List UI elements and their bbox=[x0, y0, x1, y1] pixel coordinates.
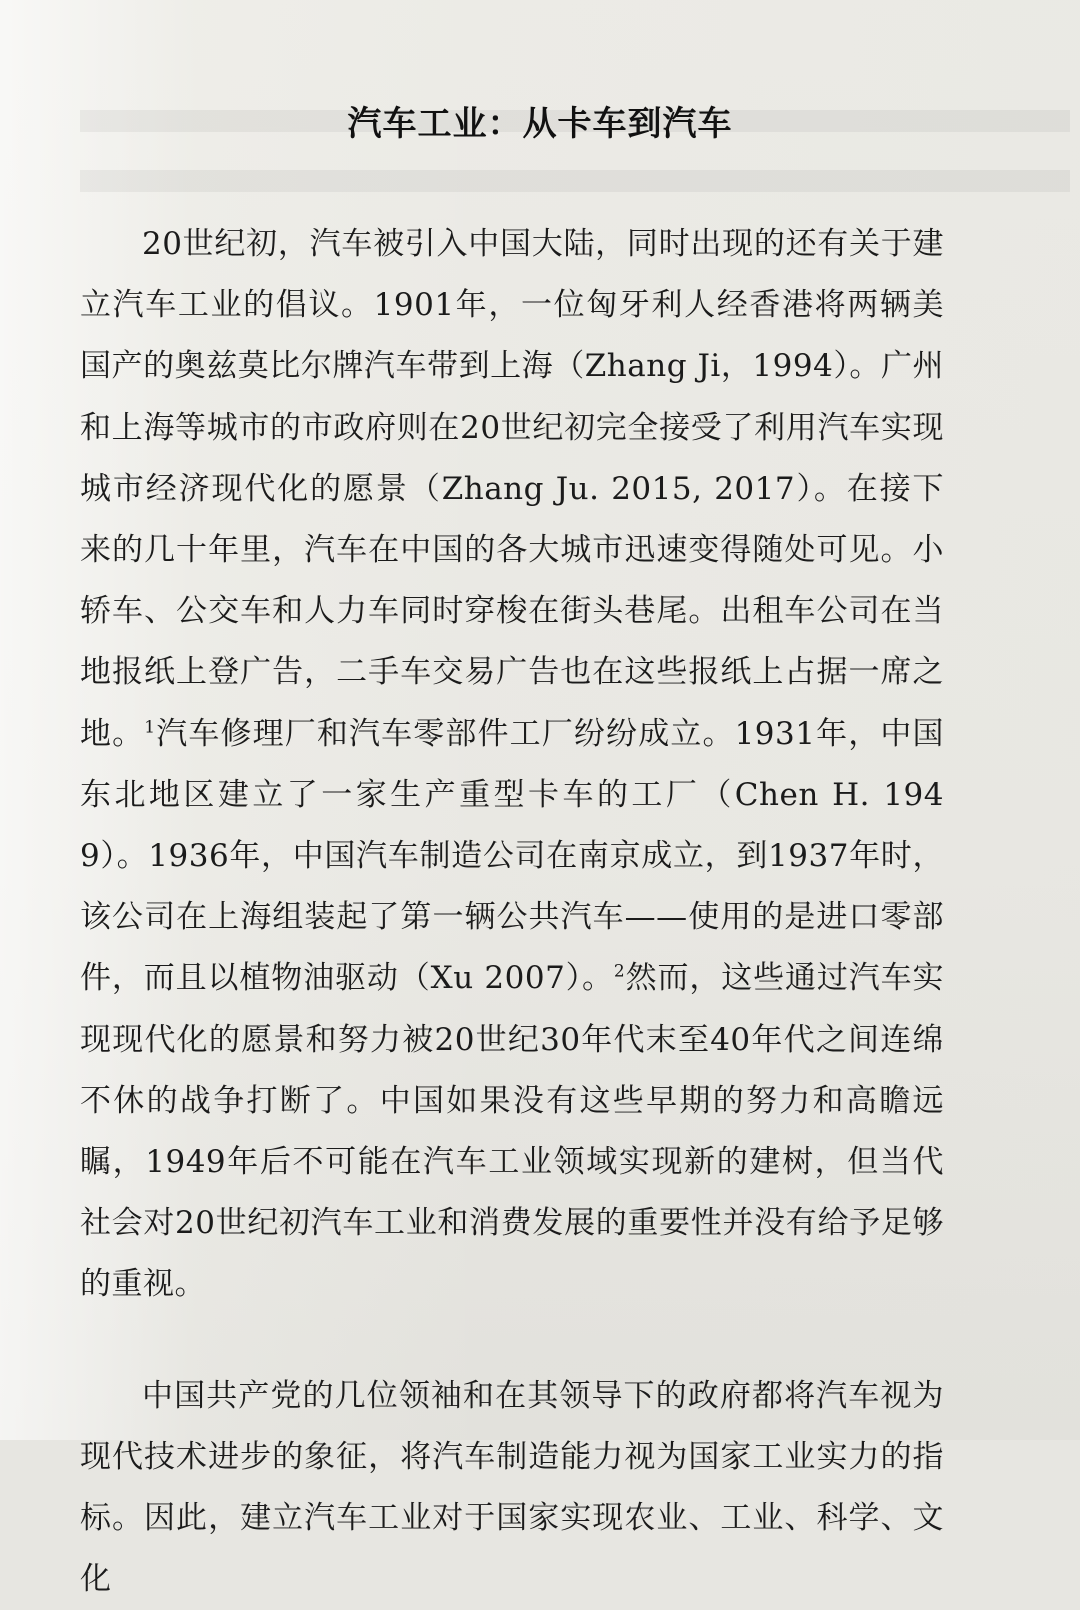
paragraph-2: 中国共产党的几位领袖和在其领导下的政府都将汽车视为现代技术进步的象征，将汽车制造能力视为国家工业实力的指标。因此，建立汽车工业对于国家实现农业、工业、科学、文化 bbox=[80, 1377, 944, 1598]
paragraph-1-part-2: 汽车修理厂和汽车零部件工厂纷纷成立。1931年，中国东北地区建立了一家生产重型卡车的工厂（Chen H. 1949）。1936年，中国汽车制造公司在南京成立，到1937年时，该公司在上海组装起了第一辆公共汽车——使用的是进口零部件，而且以植物油驱动（Xu 2007）。 bbox=[80, 715, 945, 997]
paragraph-1-part-1: 20世纪初，汽车被引入中国大陆，同时出现的还有关于建立汽车工业的倡议。1901年，一位匈牙利人经香港将两辆美国产的奥兹莫比尔牌汽车带到上海（Zhang Ji，1994）。广州和上海等城市的市政府则在20世纪初完全接受了利用汽车实现城市经济现代化的愿景（Zhang Ju. 2015, 2017）。在接下来的几十年里，汽车在中国的各大城市迅速变得随处可见。小轿车、公交车和人力车同时穿梭在街头巷尾。出租车公司在当地报纸上登广告，二手车交易广告也在这些报纸上占据一席之地。 bbox=[80, 226, 944, 752]
paragraph-1-part-3: 然而，这些通过汽车实现现代化的愿景和努力被20世纪30年代末至40年代之间连绵不休的战争打断了。中国如果没有这些早期的努力和高瞻远瞩，1949年后不可能在汽车工业领域实现新的建树，但当代社会对20世纪初汽车工业和消费发展的重要性并没有给予足够的重视。 bbox=[80, 960, 945, 1303]
paragraph-1 bbox=[80, 214, 944, 1316]
footnote-marker-2: 2 bbox=[613, 962, 626, 983]
body-text bbox=[80, 214, 944, 1610]
section-title: 汽车工业：从卡车到汽车 bbox=[347, 104, 733, 144]
footnote-marker-1: 1 bbox=[144, 717, 156, 738]
